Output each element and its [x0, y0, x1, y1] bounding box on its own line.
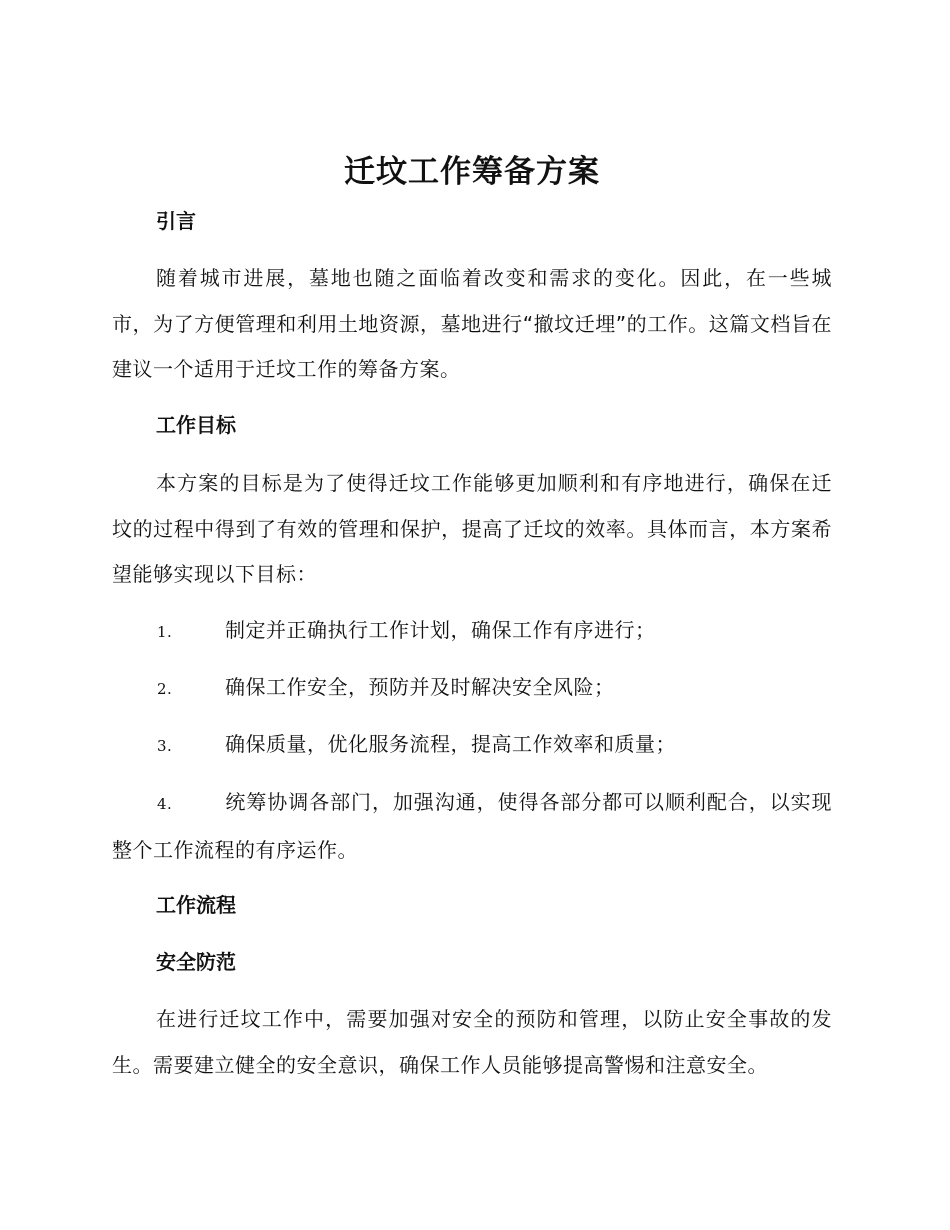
list-number: 1. — [157, 623, 173, 641]
list-text: 制定并正确执行工作计划，确保工作有序进行； — [225, 618, 656, 642]
section-heading-intro: 引言 — [156, 209, 196, 233]
list-number: 2. — [157, 680, 173, 698]
safety-paragraph: 在进行迁坟工作中，需要加强对安全的预防和管理，以防止安全事故的发生。需要建立健全的安全意识，确保工作人员能够提高警惕和注意安全。 — [112, 1007, 832, 1077]
section-heading-process: 工作流程 — [156, 893, 236, 917]
list-item — [112, 722, 832, 770]
list-text: 统筹协调各部门，加强沟通，使得各部分都可以顺利配合，以实现整个工作流程的有序运作。 — [112, 790, 832, 862]
list-text: 确保质量，优化服务流程，提高工作效率和质量； — [225, 732, 676, 756]
list-item — [112, 608, 832, 656]
document-title: 迁坟工作筹备方案 — [344, 154, 600, 190]
goals-paragraph: 本方案的目标是为了使得迁坟工作能够更加顺利和有序地进行，确保在迁坟的过程中得到了有效的管理和保护，提高了迁坟的效率。具体而言，本方案希望能够实现以下目标： — [112, 471, 832, 586]
list-item — [112, 665, 832, 713]
list-number: 4. — [157, 795, 173, 813]
intro-paragraph: 随着城市进展，墓地也随之面临着改变和需求的变化。因此，在一些城市，为了方便管理和利用土地资源，墓地进行“撤坟迁埋”的工作。这篇文档旨在建议一个适用于迁坟工作的筹备方案。 — [112, 266, 832, 381]
list-number: 3. — [157, 737, 173, 755]
section-heading-safety: 安全防范 — [156, 950, 236, 974]
list-text: 确保工作安全，预防并及时解决安全风险； — [225, 675, 615, 699]
section-heading-goals: 工作目标 — [156, 413, 236, 437]
list-item — [112, 780, 832, 873]
